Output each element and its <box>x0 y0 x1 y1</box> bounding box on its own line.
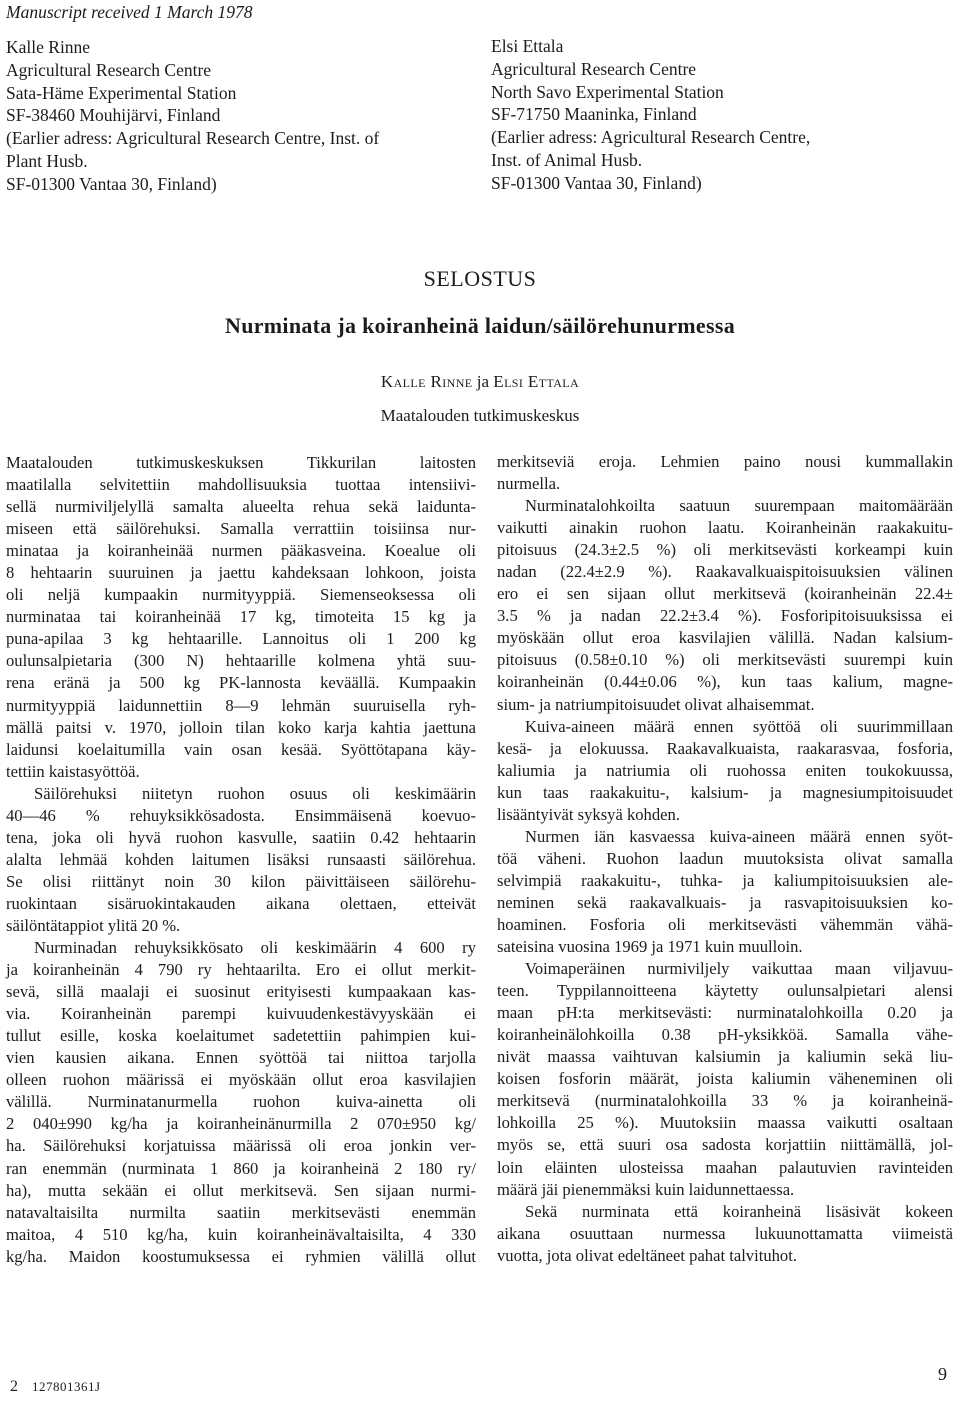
text-line: Nurmen iän kasvaessa kuiva-aineen määrä ennen syöt- <box>525 826 953 846</box>
text-line: Nurminatalohkoilta saatuun suurempaan maitomäärään <box>525 496 953 516</box>
text-line: koisen fosforin määrät, joista kaliumin väheneminen oli <box>497 1069 953 1089</box>
text-line: ran enemmän (nurminata 1 860 ja koiranheinä 2 180 ry/ <box>6 1158 476 1178</box>
text-line: olleen ruohon määrissä ei myöskään ollut eroa kasvilajien <box>6 1070 476 1090</box>
text-line: sellä nurmiviljelyllä samalta alueelta rehua sekä laidunta- <box>6 497 476 517</box>
text-line: merkitsevä (nurminatalohkoilla 33 % ja koiranheinä- <box>497 1091 953 1111</box>
text-line: nivät maassa vaihtuvan kalsiumin ja kaliumin sekä liu- <box>497 1047 953 1067</box>
text-line: oulunsalpietaria (300 N) hehtaarille kolmena yhtä suu- <box>6 651 476 671</box>
text-line: pitoisuus (0.58±0.10 %) oli merkitsevästi suurempi kuin <box>497 650 953 670</box>
text-line: tettiin kaistasyöttöä. <box>6 761 140 781</box>
text-line: Sekä nurminata että koiranheinä lisäsivät kokeen <box>525 1201 953 1221</box>
manuscript-received-note: Manuscript received 1 March 1978 <box>6 2 253 22</box>
address-line: Agricultural Research Centre <box>491 58 697 79</box>
text-line: määrä jäi pienemmäksi kuin laidunnettaessa. <box>497 1179 795 1199</box>
text-line: koiranheinän (0.44±0.06 %), kun taas kalium, magne- <box>497 672 953 692</box>
author-address-left <box>6 36 379 196</box>
author-conjunction: ja <box>476 372 490 391</box>
address-line: SF-71750 Maaninka, Finland <box>491 104 697 125</box>
footer-print-info <box>10 1378 101 1396</box>
text-line: ruokintaan sisäruokintakauden aikana olettaen, etteivät <box>6 893 476 913</box>
text-line: nadan (22.4±2.9 %). Raakavalkuaispitoisuuksien välinen <box>497 562 953 582</box>
text-line: vien kausien aikana. Ennen syöttöä tai niittoa tarjolla <box>6 1048 476 1068</box>
text-line: puna-apilaa 3 kg hehtaarille. Lannoitus oli 1 200 kg <box>6 629 476 649</box>
body-column-left <box>6 452 476 1268</box>
text-line: maatilalla selvitettiin mahdollisuuksia tuottaa intensiivi- <box>6 475 476 495</box>
text-line: minataa ja koiranheinää nurmen pääkasveina. Koealue oli <box>6 541 476 561</box>
text-line: rena eränä ja 500 kg PK-lannosta keväällä. Kumpaakin <box>6 673 476 693</box>
text-line: mällä paitsi v. 1970, jolloin tilan koko karja kahtia jaettuna <box>6 717 476 737</box>
text-line: maitoa, 4 510 kg/ha, kuin koiranheinävaltaisilta, 4 330 <box>6 1224 476 1244</box>
text-line: nurmella. <box>497 474 561 494</box>
address-line: (Earlier adress: Agricultural Research Centre, <box>491 127 811 148</box>
address-line: SF-38460 Mouhijärvi, Finland <box>6 105 221 126</box>
text-line: kaliumia ja natriumia oli ruohossa eniten toukokuussa, <box>497 760 953 780</box>
text-line: ha), mutta sekään ei ollut merkitsevä. Sen sijaan nurmi- <box>6 1180 476 1200</box>
summary-title: Nurminata ja koiranheinä laidun/säilörehunurmessa <box>225 313 735 338</box>
text-line: 2 040±990 kg/ha ja koiranheinänurmilla 2 070±950 kg/ <box>6 1114 476 1134</box>
address-line: North Savo Experimental Station <box>491 81 724 102</box>
text-line: sevä, sillä maalaji ei suosinut erityisesti kumpaakaan kas- <box>6 982 476 1002</box>
text-line: kun taas raakakuitu-, kalsium- ja magnesiumpitoisuudet <box>497 782 953 802</box>
text-line: ha. Säilörehuksi korjatuissa määrissä oli eroa jonkin ver- <box>6 1136 476 1156</box>
text-line: selvimpiä raakakuitu-, tuhka- ja kaliumpitoisuuksien ale- <box>497 870 953 890</box>
text-line: oli neljä kumpaakin nurmityyppiä. Siemenseoksessa oli <box>6 585 476 605</box>
text-line: aikana osuuttaan nurmessa lukuunottamatta viimeistä <box>497 1223 953 1243</box>
text-line: Maatalouden tutkimuskeskuksen Tikkurilan laitosten <box>6 453 476 472</box>
address-line: Elsi Ettala <box>491 36 564 56</box>
text-line: töä väheni. Ruohon laadun muutoksista olivat samalla <box>497 848 953 868</box>
text-line: Voimaperäinen nurmiviljely vaikuttaa maan viljavuu- <box>525 959 953 979</box>
text-line: alalta lehmää kohden laitumen lisäksi runsaasti säilörehua. <box>6 849 476 869</box>
address-line: Kalle Rinne <box>6 37 91 57</box>
body-column-right <box>497 451 953 1267</box>
address-line: Sata-Häme Experimental Station <box>6 82 237 103</box>
text-line: koiranheinälohkoilla 0.38 pH-yksikköä. Samalla vähe- <box>497 1025 953 1045</box>
author-name: Kalle Rinne <box>380 372 473 391</box>
text-line: välillä. Nurminatanurmella ruohon kuiva-ainetta oli <box>6 1092 476 1112</box>
text-line: 40—46 % rehuyksikkösadosta. Ensimmäisenä koevuo- <box>6 805 476 825</box>
text-line: sium- ja natriumpitoisuudet olivat alhaisemmat. <box>497 694 815 714</box>
sheet-number: 2 <box>10 1378 18 1395</box>
text-line: Säilörehuksi niitetyn ruohon osuus oli keskimäärin <box>34 783 476 803</box>
institute-name: Maatalouden tutkimuskeskus <box>380 406 580 425</box>
text-line: 3.5 % ja nadan 22.2±3.4 %). Fosforipitoisuuksissa ei <box>497 606 953 626</box>
text-line: hoaminen. Fosforia oli merkitsevästi vähemmän vähä- <box>497 914 953 934</box>
text-line: nurmityyppiä laidunnettiin 8—9 lehmän suuruisella ryh- <box>6 695 476 715</box>
text-line: maan pH:ta merkitsevästi: nurminatalohkoilla 0.20 ja <box>497 1003 953 1023</box>
text-line: tullut esille, koska koelaitumet sadetettiin pahimpien kui- <box>6 1026 476 1046</box>
text-line: neminen sekä raakavalkuais- ja rasvapitoisuuksien ko- <box>497 892 953 912</box>
author-line <box>0 372 960 392</box>
text-line: tena, joka oli hyvä ruohon kasvulle, saatiin 0.42 hehtaarin <box>6 827 476 847</box>
text-line: säilöntätappiot ylitä 20 %. <box>6 915 181 935</box>
text-line: ero ei sen sijaan ollut merkitsevä (koiranheinän 22.4± <box>497 584 953 604</box>
text-line: 8 hehtaarin suuruinen ja jaettu kahdeksaan lohkoon, joista <box>6 563 476 583</box>
address-line: Plant Husb. <box>6 150 88 171</box>
text-line: pitoisuus (24.3±2.5 %) oli merkitsevästi korkeampi kuin <box>497 540 953 560</box>
text-line: nurminataa tai koiranheinää 17 kg, timoteita 15 kg ja <box>6 607 476 627</box>
text-line: ja koiranheinän 4 790 ry hehtaarilta. Ero ei ollut merkit- <box>6 960 476 980</box>
text-line: vuotta, jota olivat edeltäneet pahat talvituhot. <box>497 1245 797 1265</box>
text-line: laidunsi koelaitumilla vain osan kesää. Syöttötapana käy- <box>6 739 476 759</box>
text-line: kesä- ja elokuussa. Raakavalkuaista, raakarasvaa, fosforia, <box>497 738 953 758</box>
text-line: Kuiva-aineen määrä ennen syöttöä oli suurimmillaan <box>525 716 953 736</box>
text-line: natavaltaisilta nurmilta saatiin merkitsevästi enemmän <box>6 1202 476 1222</box>
text-line: myös se, että suuri osa sadosta korjattiin niittämällä, jol- <box>497 1135 953 1155</box>
address-line: SF-01300 Vantaa 30, Finland) <box>491 172 702 193</box>
author-address-right <box>491 35 810 195</box>
text-line: teen. Typpilannoitteena käytetty oulunsalpietari alensi <box>497 981 953 1001</box>
text-line: via. Koiranheinän parempi kuivuudenkestävyyskään ei <box>6 1004 476 1024</box>
text-line: lisääntyivät syksyä kohden. <box>497 804 680 824</box>
text-line: sateisina vuosina 1969 ja 1971 kuin muulloin. <box>497 937 803 957</box>
text-line: Nurminadan rehuyksikkösato oli keskimäärin 4 600 ry <box>34 938 476 958</box>
text-line: merkitseviä eroja. Lehmien paino nousi kummallakin <box>497 452 953 471</box>
text-line: lohkoilla 25 %). Muutoksiin maassa vaikutti osaltaan <box>497 1113 953 1133</box>
text-line: miseen että säilörehuksi. Samalla verrattiin toisiinsa nur- <box>6 519 476 539</box>
text-line: myöskään ollut eroa kasvilajien välillä. Nadan kalsium- <box>497 628 953 648</box>
text-line: loin eläinten ulosteissa maahan palautuvien ravinteiden <box>497 1157 953 1177</box>
text-line: kg/ha. Maidon koostumuksessa ei ryhmien välillä ollut <box>6 1246 476 1266</box>
page-number: 9 <box>938 1364 947 1384</box>
text-line: Se olisi riittänyt noin 30 kilon päivittäiseen säilörehu- <box>6 871 476 891</box>
address-line: Agricultural Research Centre <box>6 59 212 80</box>
address-line: (Earlier adress: Agricultural Research Centre, Inst. of <box>6 128 380 149</box>
author-name: Elsi Ettala <box>493 372 580 391</box>
text-line: vaikutti ainakin ruohon laatu. Koiranheinän raakakuitu- <box>497 518 953 538</box>
section-heading: SELOSTUS <box>423 266 537 291</box>
address-line: SF-01300 Vantaa 30, Finland) <box>6 173 217 194</box>
print-code: 127801361J <box>32 1379 101 1394</box>
address-line: Inst. of Animal Husb. <box>491 149 643 170</box>
